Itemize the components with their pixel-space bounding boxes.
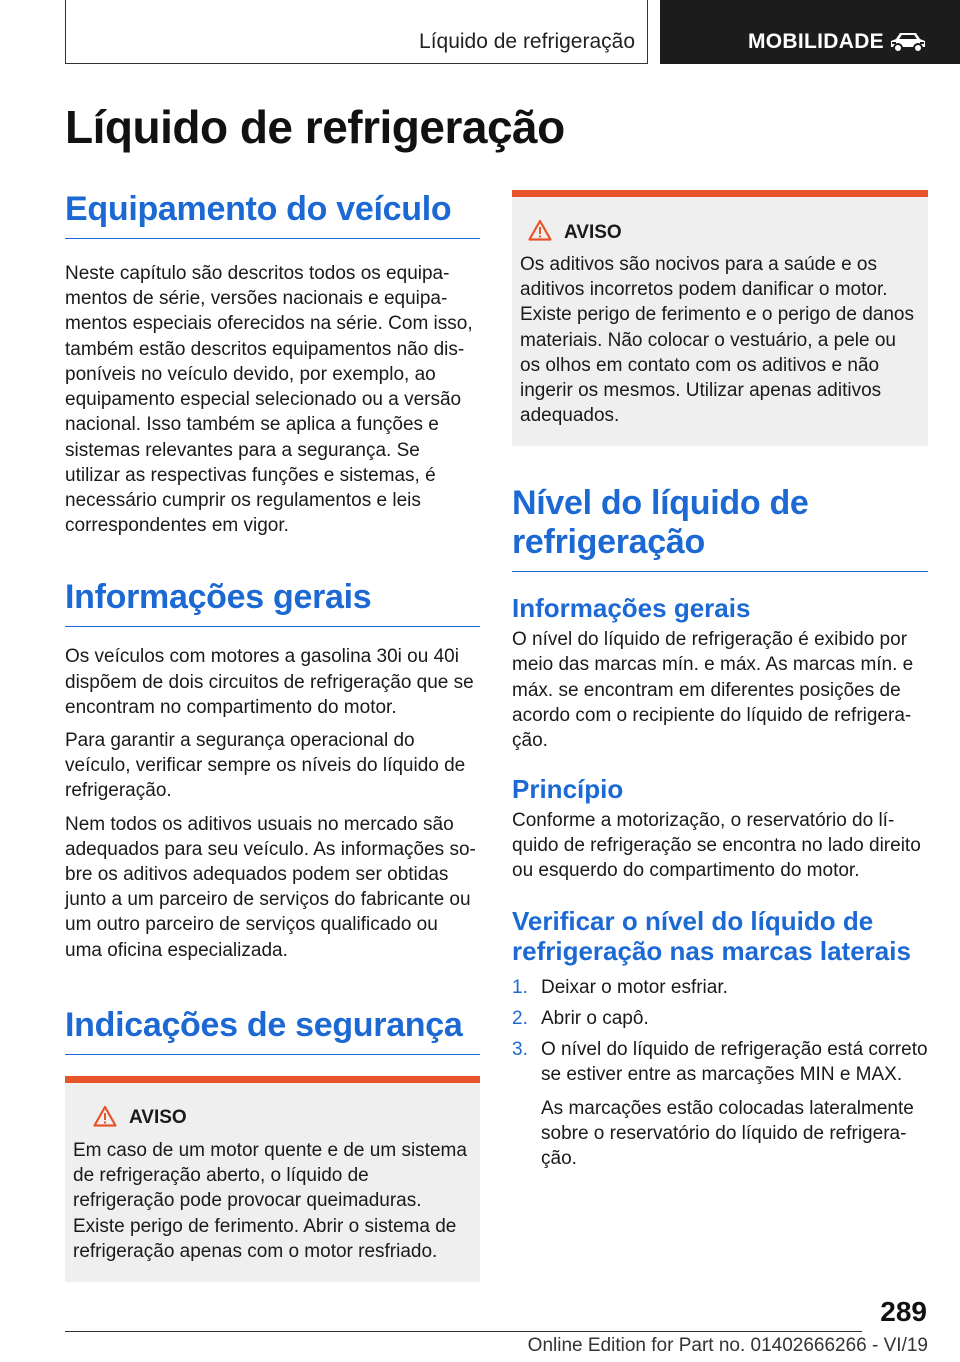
step-number: 1. [512,976,528,998]
safety-warning-box [65,1076,480,1282]
check-level-steps [512,975,928,1171]
safety-warning-header [93,1105,471,1132]
step-number: 3. [512,1039,528,1061]
step-text: Abrir o capô. [541,1007,649,1029]
step-text: Deixar o motor esfriar. [541,976,728,998]
additives-warning-label: AVISO [564,221,622,243]
safety-warning-text: Em caso de um motor quente e de um sistema de refrigeração aberto, o líquido de refrigeração pode provocar queimaduras. Existe perigo de ferimento. Abrir o sistema de refrigeração apenas com o motor resfriado. [73,1139,467,1262]
warning-triangle-icon [528,219,552,246]
header-chapter-box [65,0,648,64]
page-title: Líquido de refrigeração [65,101,565,153]
level-info-heading: Informações gerais [512,592,751,623]
header-section-tab[interactable] [660,0,960,64]
warning-triangle-icon [93,1105,117,1132]
footer-divider [65,1331,862,1332]
principle-text: Conforme a motorização, o reservatório do líquido de refrigeração se encontra no lado direito ou esquerdo do compartimento do motor. [512,809,921,882]
equipment-text: Neste capítulo são descritos todos os equipamentos de série, versões nacionais e equipamentos especiais oferecidos na série. Com isso, também estão descritos equipamentos não disponíveis no veículo devido, por exemplo, ao equipamento especial selecionado ou a versão nacional. Isso também se aplica a funções e sistemas relevantes para a segurança. Se utilizar as respectivas funções e sistemas, é necessário cumprir os regulamentos e leis correspondentes em vigor. [65,263,473,537]
additives-warning-header [528,219,919,246]
general-info-text-1: Os veículos com motores a gasolina 30i ou 40i dispõem de dois circuitos de refrigeração que se encontram no compartimento do motor. [65,646,474,718]
right-column [512,190,928,1177]
coolant-level-heading: Nível do líquido de refrigeração [512,484,928,571]
general-info-heading: Informações gerais [65,578,480,627]
list-item [512,1006,928,1031]
step-text: O nível do líquido de refrigeração está correto se estiver entre as marcações MIN e MAX. [541,1039,928,1086]
header-section-label: MOBILIDADE [748,30,884,53]
level-info-text: O nível do líquido de refrigeração é exibido por meio das marcas mín. e máx. As marcas mín. e máx. se encontram em diferentes posições de acordo com o recipiente do líquido de refrigeração. [512,629,914,752]
safety-heading: Indicações de segurança [65,1006,480,1055]
additives-warning-box [512,190,928,446]
list-item [512,975,928,1000]
step-note: As marcações estão colocadas lateralmente sobre o reservatório do líquido de refrigeração. [541,1097,914,1169]
general-info-text-2: Para garantir a segurança operacional do veículo, verificar sempre os níveis do líquido de refrigeração. [65,730,466,802]
check-level-heading: Verificar o nível do líquido de refrigeração nas marcas laterais [512,906,911,967]
additives-warning-text: Os aditivos são nocivos para a saúde e os aditivos incorretos podem danificar o motor. Existe perigo de ferimento e o perigo de danos materiais. Não colocar o vestuário, a pele ou os olhos em contato com os aditivos e não ingerir os mesmos. Utilizar apenas aditivos adequados. [520,254,914,427]
equipment-heading: Equipamento do veículo [65,190,480,239]
header-chapter-title: Líquido de refrigeração [419,30,635,53]
left-column [65,190,480,1282]
principle-heading: Princípio [512,774,624,805]
general-info-text-3: Nem todos os aditivos usuais no mercado são adequados para seu veículo. As informações sobre os aditivos adequados podem ser obtidas junto a um parceiro de serviços do fabricante ou um outro parceiro de serviços qualificado ou uma oficina especializada. [65,813,476,961]
car-icon [886,30,930,59]
footer-edition: Online Edition for Part no. 01402666266 - VI/19 [527,1335,928,1356]
page-number: 289 [880,1296,927,1327]
safety-warning-label: AVISO [129,1107,187,1129]
step-number: 2. [512,1007,528,1029]
list-item [512,1037,928,1171]
